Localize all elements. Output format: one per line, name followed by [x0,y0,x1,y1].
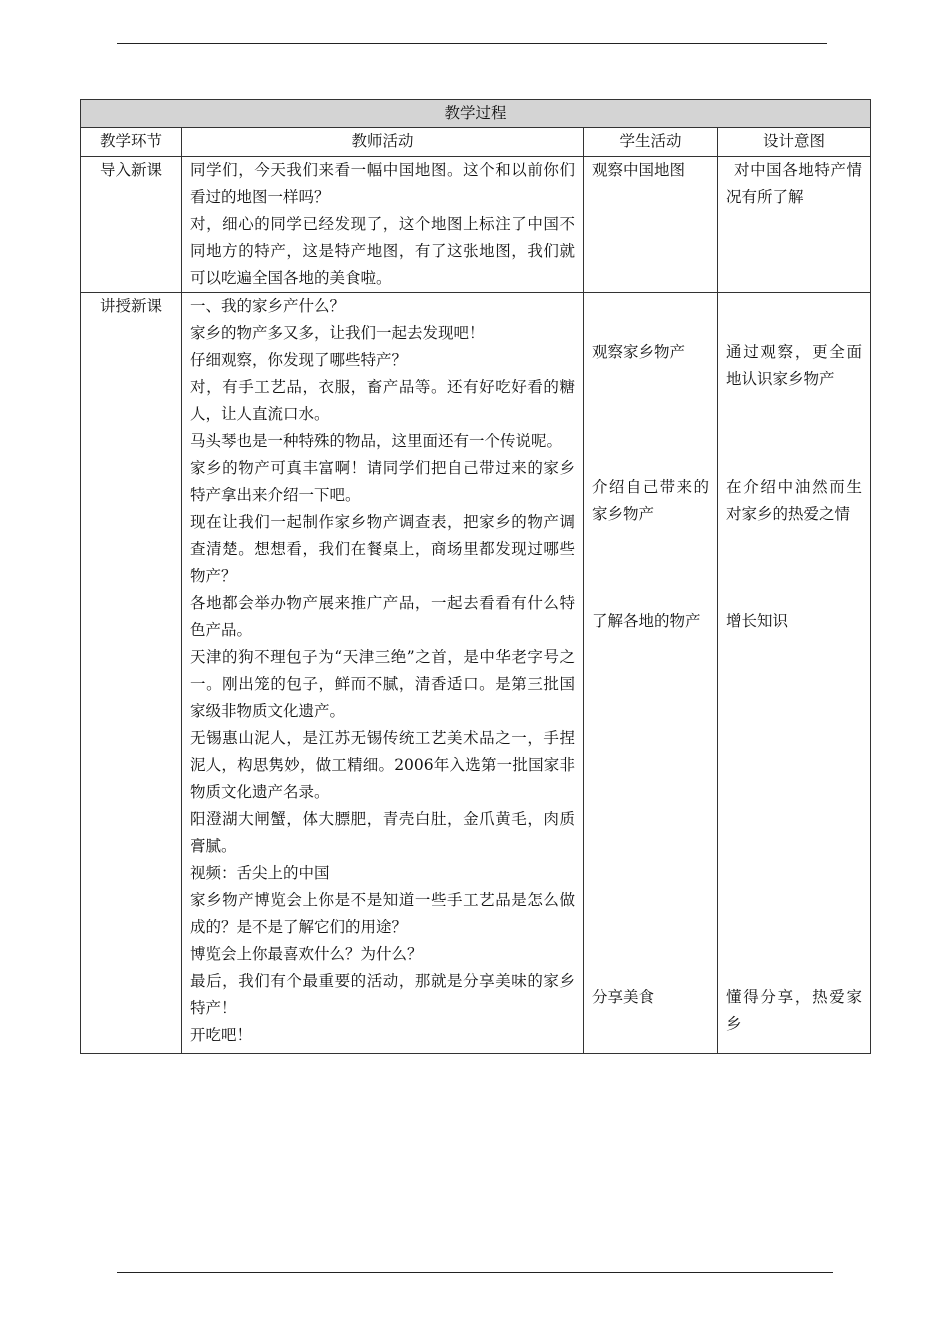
student-activity: 分享美食 [592,988,655,1006]
design-intent: 在介绍中油然而生对家乡的热爱之情 [726,478,863,523]
column-header-teacher: 教师活动 [182,128,584,157]
teacher-paragraph: 开吃吧！ [190,1026,253,1044]
teacher-paragraph: 现在让我们一起制作家乡物产调查表，把家乡的物产调查清楚。想想看，我们在餐桌上，商场里都发现过哪些物产？ [190,513,575,585]
teacher-paragraph: 马头琴也是一种特殊的物品，这里面还有一个传说呢。 [190,432,563,450]
student-activity: 观察中国地图 [592,161,686,179]
design-intent-cell [718,293,871,1054]
student-activity: 介绍自己带来的家乡物产 [592,478,709,523]
design-intent: 对中国各地特产情况有所了解 [726,161,863,206]
teacher-paragraph: 博览会上你最喜欢什么？为什么？ [190,945,423,963]
table-title: 教学过程 [81,100,871,128]
header-rule [117,43,827,44]
teacher-paragraph: 同学们，今天我们来看一幅中国地图。这个和以前你们看过的地图一样吗？ [190,161,575,206]
teacher-paragraph: 各地都会举办物产展来推广产品，一起去看看有什么特色产品。 [190,594,575,639]
column-header-student: 学生活动 [584,128,718,157]
design-intent: 增长知识 [726,612,789,630]
stage-cell: 讲授新课 [81,293,182,1054]
table-row [81,157,871,293]
design-intent-cell [718,157,871,293]
teacher-paragraph: 对，细心的同学已经发现了，这个地图上标注了中国不同地方的特产，这是特产地图，有了这张地图，我们就可以吃遍全国各地的美食啦。 [190,215,575,287]
teacher-paragraph: 仔细观察，你发现了哪些特产？ [190,351,408,369]
column-header-stage: 教学环节 [81,128,182,157]
teacher-paragraph: 一、我的家乡产什么？ [190,297,346,315]
student-activity-cell [584,157,718,293]
teacher-activity-cell [182,157,584,293]
teacher-paragraph: 无锡惠山泥人，是江苏无锡传统工艺美术品之一，手捏泥人，构思隽妙，做工精细。2006年入选第一批国家非物质文化遗产名录。 [190,729,575,801]
teaching-process-table [80,99,871,1054]
student-activity: 了解各地的物产 [592,612,701,630]
teacher-paragraph: 视频：舌尖上的中国 [190,864,330,882]
teacher-paragraph: 家乡物产博览会上你是不是知道一些手工艺品是怎么做成的？是不是了解它们的用途？ [190,891,575,936]
teacher-paragraph: 天津的狗不理包子为“天津三绝”之首，是中华老字号之一。刚出笼的包子，鲜而不腻，清香适口。是第三批国家级非物质文化遗产。 [190,648,575,720]
table-header-row [81,128,871,157]
teacher-activity-cell [182,293,584,1054]
table-row [81,293,871,1054]
column-header-intent: 设计意图 [718,128,871,157]
stage-cell: 导入新课 [81,157,182,293]
footer-rule [117,1272,833,1273]
teacher-paragraph: 最后，我们有个最重要的活动，那就是分享美味的家乡特产！ [190,972,575,1017]
table-title-row [81,100,871,128]
teacher-paragraph: 对，有手工艺品，衣服，畜产品等。还有好吃好看的糖人，让人直流口水。 [190,378,575,423]
design-intent: 懂得分享，热爱家乡 [726,988,863,1033]
teacher-paragraph: 家乡的物产可真丰富啊！请同学们把自己带过来的家乡特产拿出来介绍一下吧。 [190,459,575,504]
student-activity: 观察家乡物产 [592,343,686,361]
student-activity-cell [584,293,718,1054]
teacher-paragraph: 阳澄湖大闸蟹，体大膘肥，青壳白肚，金爪黄毛，肉质膏腻。 [190,810,575,855]
design-intent: 通过观察，更全面地认识家乡物产 [726,343,863,388]
teacher-paragraph: 家乡的物产多又多，让我们一起去发现吧！ [190,324,485,342]
